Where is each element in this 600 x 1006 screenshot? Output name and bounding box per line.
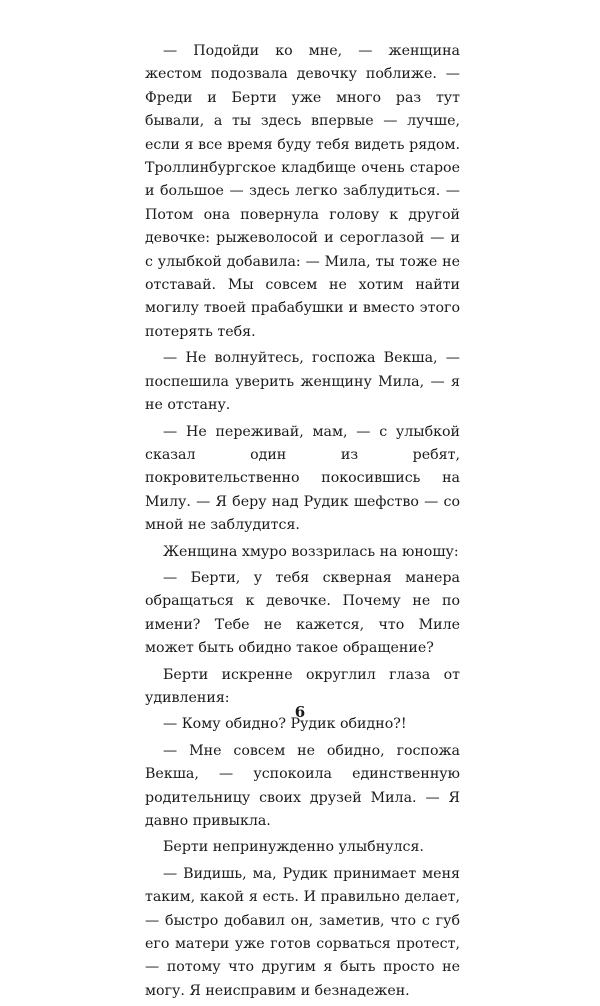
paragraph: Берти искренне округлил глаза от удивления: xyxy=(145,666,460,706)
page-body-text xyxy=(145,40,460,1006)
paragraph: — Берти, у тебя скверная манера обращаться к девочке. Почему не по имени? Тебе не кажется, что Миле может быть обидно такое обращение? xyxy=(145,569,460,657)
paragraph: Берти непринужденно улыбнулся. xyxy=(163,839,424,856)
paragraph: — Не волнуйтесь, госпожа Векша, — поспешила уверить женщину Мила, — я не отстану. xyxy=(145,350,460,414)
paragraph: — Видишь, ма, Рудик принимает меня таким, какой я есть. И правильно делает, — быстро добавил он, заметив, что с губ его матери уже готов сорваться протест, — потому что другим я быть просто не могу. Я неисправим и безнадежен. xyxy=(145,865,460,999)
paragraph: — Не переживай, мам, — с улыбкой сказал один из ребят, покровительственно покосившись на Милу. — Я беру над Рудик шефство — со мной не заблудится. xyxy=(145,423,460,534)
paragraph: — Мне совсем не обидно, госпожа Векша, — успокоила единственную родительницу своих друзей Мила. — Я давно привыкла. xyxy=(145,742,460,829)
paragraph: Женщина хмуро воззрилась на юношу: xyxy=(163,543,459,560)
paragraph: — Подойди ко мне, — женщина жестом подозвала девочку поближе. — Фреди и Берти уже много раз тут бывали, а ты здесь впервые — лучше, если я все время буду тебя видеть рядом. Троллинбургское кладбище очень старое и большое — здесь легко заблудиться. — Потом она повернула голову к другой девочке: рыжеволосой и сероглазой — и с улыбкой добавила: — Мила, ты тоже не отставай. Мы совсем не хотим найти могилу твоей прабабушки и вместо этого потерять тебя. xyxy=(145,43,460,340)
page-number: 6 xyxy=(294,703,306,721)
paragraph: — Кому обидно? Рудик обидно?! xyxy=(163,716,407,733)
